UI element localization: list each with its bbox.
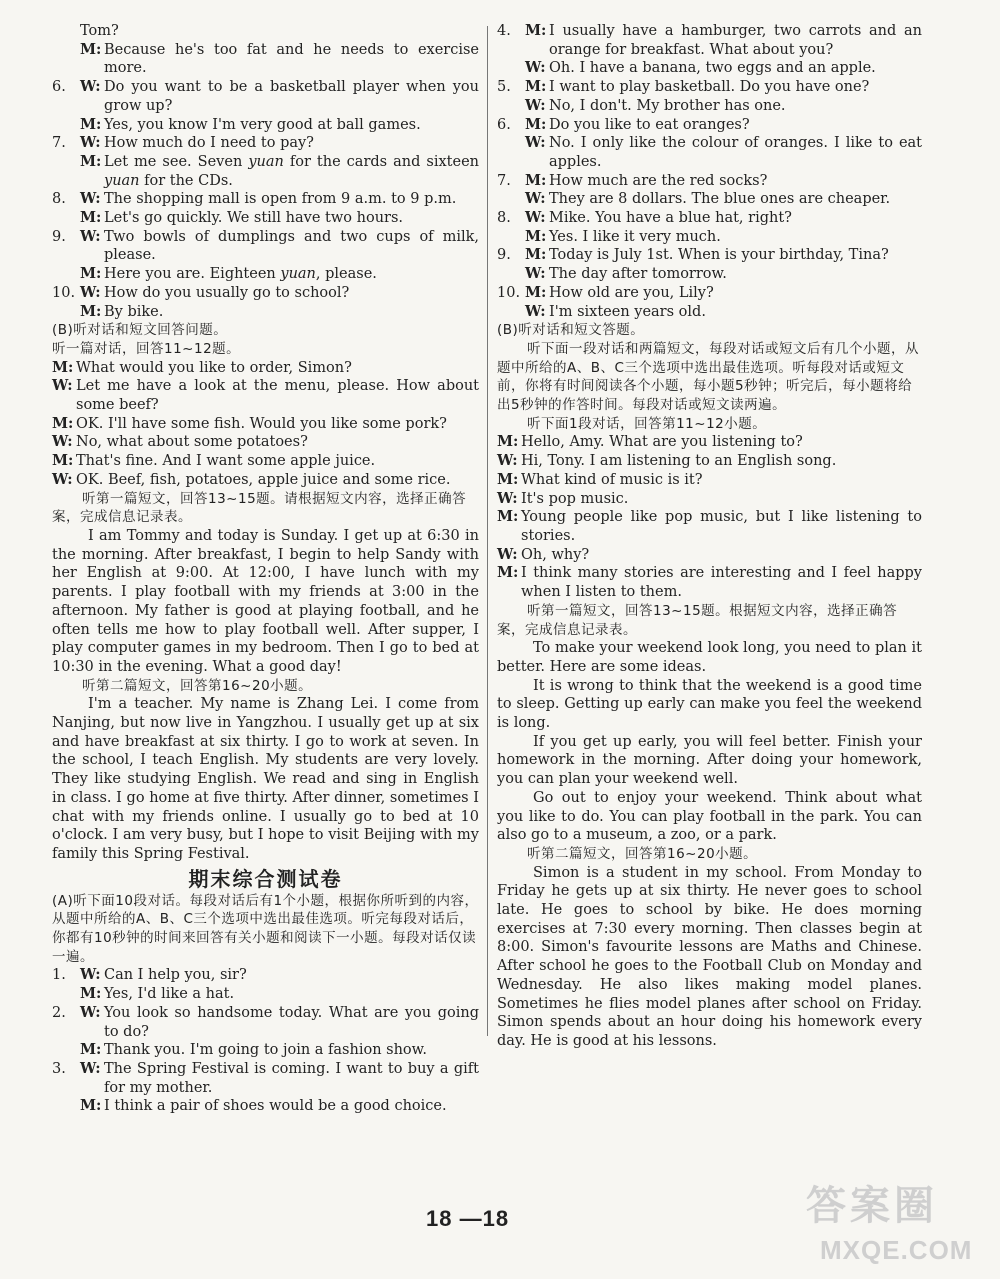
section-note: 听一篇对话，回答11~12题。 <box>52 340 241 357</box>
dialogue-line: W: Let me have a look at the menu, please. How about some beef? <box>52 377 479 414</box>
dialogue-line: W: Hi, Tony. I am listening to an English song. <box>497 452 837 470</box>
dialogue-line: Tom? <box>80 23 119 39</box>
column-divider <box>487 26 488 1036</box>
watermark-logo-text: 答案圈 <box>806 1183 938 1229</box>
dialogue-line: M: What kind of music is it? <box>497 470 703 488</box>
section-note: 听第二篇短文，回答第16~20小题。 <box>82 677 313 694</box>
dialogue-line: M: I think many stories are interesting and I feel happy when I listen to them. <box>497 564 922 601</box>
watermark <box>802 1183 982 1273</box>
question-7: 7. W: How much do I need to pay? <box>52 134 314 152</box>
dialogue-line: M: Yes, you know I'm very good at ball games. <box>80 115 421 133</box>
dialogue-line: W: No, I don't. My brother has one. <box>525 96 786 114</box>
passage: I am Tommy and today is Sunday. I get up at 6:30 in the morning. After breakfast, I begin to help Sandy with her English at 9:00. At 12:00, I have lunch with my parents. I play football with my friends at 3:00 in the afternoon. My father is good at playing football, and he often tells me how to play football well. After supper, I play computer games in my bedroom. Then I go to bed at 10:30 in the evening. What a good day! <box>52 527 479 675</box>
dialogue-line: M: Hello, Amy. What are you listening to? <box>497 433 803 451</box>
question-8: 8. W: Mike. You have a blue hat, right? <box>497 209 792 227</box>
question-4: 4. M: I usually have a hamburger, two carrots and an orange for breakfast. What about you? <box>497 22 922 58</box>
question-10: 10. M: How old are you, Lily? <box>497 283 714 301</box>
dialogue-line: M: Thank you. I'm going to join a fashion show. <box>80 1041 427 1059</box>
dialogue-line: W: OK. Beef, fish, potatoes, apple juice and some rice. <box>52 470 451 488</box>
passage: To make your weekend look long, you need to plan it better. Here are some ideas. <box>497 640 922 675</box>
passage: If you get up early, you will feel better. Finish your homework in the morning. After doing your homework, you can plan your weekend well. <box>497 733 922 788</box>
section-a-instructions: (A)听下面10段对话。每段对话后有1个小题，根据你所听到的内容，从题中所给的A、B、C三个选项中选出最佳选项。听完每段对话后，你都有10秒钟的时间来回答有关小题和阅读下一小题。每段对话仅读一遍。 <box>52 892 479 965</box>
question-3: 3. W: The Spring Festival is coming. I want to buy a gift for my mother. <box>52 1059 479 1096</box>
dialogue-line: W: No. I only like the colour of oranges. I like to eat apples. <box>525 134 922 170</box>
dialogue-line: M: Because he's too fat and he needs to exercise more. <box>80 40 479 77</box>
section-note: 听下面1段对话，回答第11~12小题。 <box>527 415 767 432</box>
passage: Go out to enjoy your weekend. Think about what you like to do. You can play football in the park. You can also go to a museum, a zoo, or a park. <box>497 789 922 844</box>
dialogue-line: M: What would you like to order, Simon? <box>52 358 352 376</box>
dialogue-line: W: The day after tomorrow. <box>525 265 727 283</box>
dialogue-line: M: Let's go quickly. We still have two hours. <box>80 209 404 227</box>
question-5: 5. M: I want to play basketball. Do you have one? <box>497 78 870 96</box>
question-6: 6. M: Do you like to eat oranges? <box>497 115 750 133</box>
section-note: 听第二篇短文，回答第16~20小题。 <box>527 845 758 862</box>
dialogue-line: W: Oh, why? <box>497 545 590 563</box>
question-2: 2. W: You look so handsome today. What are you going to do? <box>52 1003 479 1040</box>
question-1: 1. W: Can I help you, sir? <box>52 966 247 984</box>
question-6: 6. W: Do you want to be a basketball player when you grow up? <box>52 78 479 114</box>
left-column <box>52 22 479 1116</box>
dialogue-line: M: Let me see. Seven yuan for the cards and sixteen yuan for the CDs. <box>80 152 479 189</box>
dialogue-line: W: It's pop music. <box>497 489 629 507</box>
section-b-instructions: 听下面一段对话和两篇短文，每段对话或短文后有几个小题，从题中所给的A、B、C三个选项中选出最佳选项。听每段对话或短文前，你将有时间阅读各个小题，每小题5秒钟；听完后，每小题将给出5秒钟的作答时间。每段对话或短文读两遍。 <box>497 340 919 414</box>
dialogue-line: M: Yes, I'd like a hat. <box>80 985 235 1003</box>
dialogue-line: W: They are 8 dollars. The blue ones are cheaper. <box>525 190 891 208</box>
passage: It is wrong to think that the weekend is a good time to sleep. Getting up early can make you feel the weekend is long. <box>497 677 922 732</box>
section-note: 听第一篇短文，回答13~15题。请根据短文内容，选择正确答案，完成信息记录表。 <box>52 490 467 526</box>
watermark-url: MXQE.COM <box>820 1235 973 1265</box>
question-9: 9. M: Today is July 1st. When is your birthday, Tina? <box>497 246 889 264</box>
right-column <box>497 22 922 1051</box>
question-9: 9. W: Two bowls of dumplings and two cups of milk, please. <box>52 227 479 264</box>
section-b-heading: (B)听对话和短文回答问题。 <box>52 322 228 339</box>
section-note: 听第一篇短文，回答13~15题。根据短文内容，选择正确答案，完成信息记录表。 <box>497 602 898 638</box>
page-number: 18 —18 <box>426 1206 510 1231</box>
dialogue-line: M: I think a pair of shoes would be a good choice. <box>80 1097 447 1115</box>
question-8: 8. W: The shopping mall is open from 9 a.m. to 9 p.m. <box>52 190 457 208</box>
dialogue-line: M: OK. I'll have some fish. Would you like some pork? <box>52 414 447 432</box>
dialogue-line: W: I'm sixteen years old. <box>525 302 706 320</box>
dialogue-line: W: Oh. I have a banana, two eggs and an apple. <box>525 59 876 77</box>
dialogue-line: M: Yes. I like it very much. <box>525 227 721 245</box>
test-title: 期末综合测试卷 <box>188 866 343 891</box>
dialogue-line: W: No, what about some potatoes? <box>52 433 308 451</box>
dialogue-line: M: Young people like pop music, but I like listening to stories. <box>497 508 922 544</box>
question-7: 7. M: How much are the red socks? <box>497 171 768 189</box>
dialogue-line: M: By bike. <box>80 302 164 320</box>
question-10: 10. W: How do you usually go to school? <box>52 283 350 301</box>
dialogue-line: M: That's fine. And I want some apple juice. <box>52 452 376 470</box>
passage: I'm a teacher. My name is Zhang Lei. I come from Nanjing, but now live in Yangzhou. I usually get up at six and have breakfast at six thirty. I go to work at seven. In the school, I teach English. My students are very lovely. They like studying English. We read and sing in English in class. I go home at five thirty. After dinner, sometimes I chat with my friends online. I usually go to bed at 10 o'clock. I am very busy, but I hope to visit Beijing with my family this Spring Festival. <box>52 696 479 862</box>
dialogue-line: M: Here you are. Eighteen yuan, please. <box>80 265 377 283</box>
section-b-heading: (B)听对话和短文答题。 <box>497 322 645 339</box>
passage: Simon is a student in my school. From Monday to Friday he gets up at six thirty. He never goes to school late. He goes to school by bike. He does morning exercises at 7:30 every morning. Then classes begin at 8:00. Simon's favourite lessons are Maths and Chinese. After school he goes to the Football Club on Monday and Wednesday. He also likes making model planes. Sometimes he flies model planes after school on Friday. Simon spends about an hour doing his homework every day. He is good at his lessons. <box>497 864 922 1049</box>
